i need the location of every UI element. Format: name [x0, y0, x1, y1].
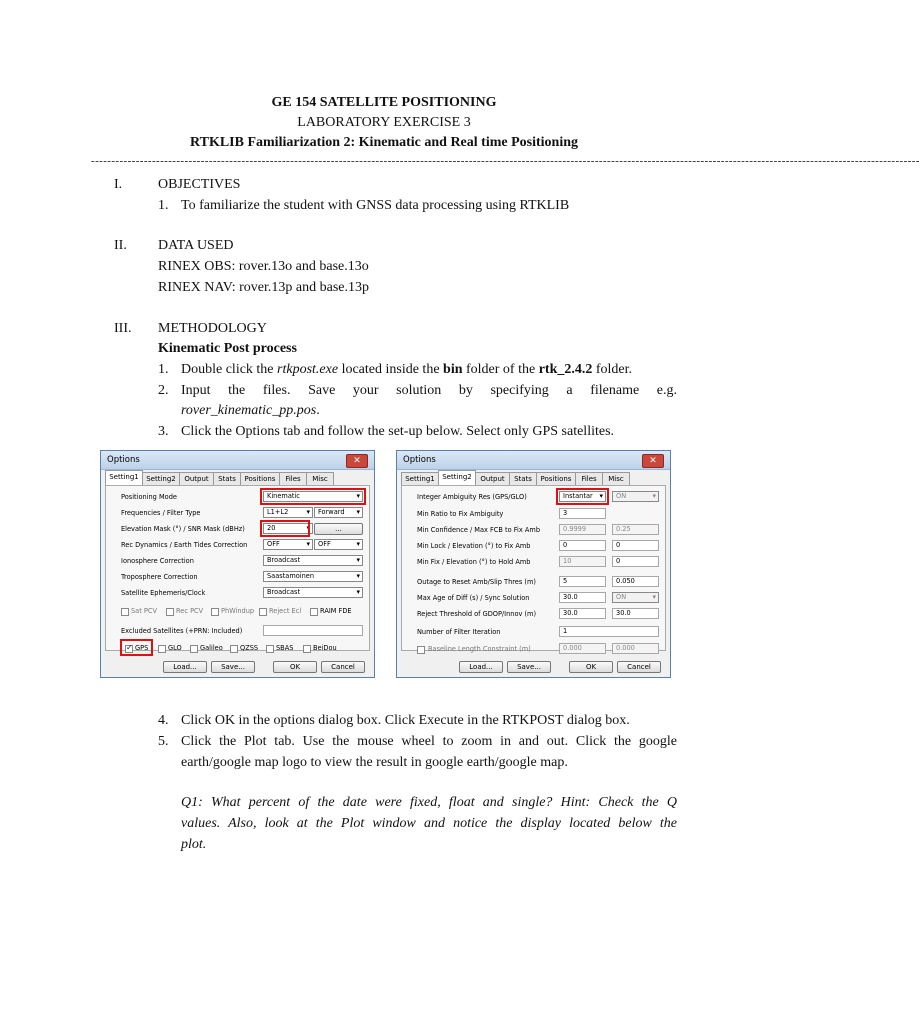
step-4: Click OK in the options dialog box. Click Execute in the RTKPOST dialog box.	[181, 713, 630, 728]
excluded-label: Excluded Satellites (+PRN: Included)	[121, 627, 243, 635]
subheading: Kinematic Post process	[158, 341, 297, 356]
cancel-button[interactable]: Cancel	[617, 661, 661, 673]
checkbox-label: Sat PCV	[131, 607, 157, 615]
min-fix-input[interactable]: 10	[559, 556, 606, 567]
row-label: Number of Filter Iteration	[417, 628, 501, 636]
reject-ecl-checkbox[interactable]	[259, 608, 267, 616]
settings-panel	[401, 485, 666, 651]
elevation-mask-select[interactable]: 20 ▾	[263, 523, 313, 534]
system-label: GPS	[135, 644, 149, 652]
positioning-mode-select[interactable]: Kinematic ▾	[263, 491, 363, 502]
checkbox-label: Rec PCV	[176, 607, 204, 615]
step-2-period: .	[316, 403, 320, 418]
filter-type-select[interactable]: Forward ▾	[314, 507, 363, 518]
row-label: Min Ratio to Fix Ambiguity	[417, 510, 504, 518]
settings-panel	[105, 485, 370, 651]
baseline-sigma-input[interactable]: 0.000	[612, 643, 659, 654]
hold-elevation-input[interactable]: 0	[612, 556, 659, 567]
tab-stats[interactable]: Stats	[213, 472, 241, 485]
ok-button[interactable]: OK	[569, 661, 613, 673]
section-number: II.	[114, 238, 127, 253]
rinex-nav: RINEX NAV: rover.13p and base.13p	[158, 280, 370, 295]
ok-button[interactable]: OK	[273, 661, 317, 673]
tab-positions[interactable]: Positions	[536, 472, 576, 485]
row-label: Elevation Mask (°) / SNR Mask (dBHz)	[121, 525, 245, 533]
checkbox-label: RAIM FDE	[320, 607, 352, 615]
question-line: values. Also, look at the Plot window and notice the display located below the	[181, 816, 677, 831]
tab-files[interactable]: Files	[575, 472, 603, 485]
dialog-title-bar	[397, 451, 670, 470]
item-number: 1.	[158, 198, 169, 213]
load-button[interactable]: Load...	[459, 661, 503, 673]
step-1-text: folder.	[592, 362, 633, 377]
highlight-box	[260, 520, 310, 537]
rec-dynamics-select[interactable]: OFF ▾	[263, 539, 313, 550]
tab-setting2[interactable]: Setting2	[438, 470, 476, 486]
tab-misc[interactable]: Misc	[306, 472, 334, 485]
tab-setting1[interactable]: Setting1	[401, 472, 439, 485]
row-label: Reject Threshold of GDOP/Innov (m)	[417, 610, 537, 618]
tab-positions[interactable]: Positions	[240, 472, 280, 485]
exercise-title: LABORATORY EXERCISE 3	[297, 115, 471, 130]
options-dialog-setting1	[100, 450, 375, 678]
raim-fde-checkbox[interactable]	[310, 608, 318, 616]
system-label: Galileo	[200, 644, 223, 652]
phwindup-checkbox[interactable]	[211, 608, 219, 616]
save-button[interactable]: Save...	[211, 661, 255, 673]
max-age-diff-input[interactable]: 30.0	[559, 592, 606, 603]
section-number: I.	[114, 177, 123, 192]
objective-item: To familiarize the student with GNSS data processing using RTKLIB	[181, 198, 570, 213]
question-line: Q1: What percent of the date were fixed, float and single? Hint: Check the Q	[181, 795, 677, 810]
item-number: 3.	[158, 424, 169, 439]
sync-solution-select[interactable]: ON ▾	[612, 592, 659, 603]
system-label: SBAS	[276, 644, 294, 652]
options-dialog-setting2	[396, 450, 671, 678]
row-label: Min Fix / Elevation (°) to Hold Amb	[417, 558, 531, 566]
cancel-button[interactable]: Cancel	[321, 661, 365, 673]
tab-files[interactable]: Files	[279, 472, 307, 485]
dialog-title: Options	[403, 455, 436, 465]
snr-mask-button[interactable]: ...	[314, 523, 363, 535]
section-title: DATA USED	[158, 238, 234, 253]
step-1-text: folder of the	[462, 362, 539, 377]
outage-reset-input[interactable]: 5	[559, 576, 606, 587]
tab-setting2[interactable]: Setting2	[142, 472, 180, 485]
section-number: III.	[114, 321, 132, 336]
ionosphere-select[interactable]: Broadcast ▾	[263, 555, 363, 566]
step-3: Click the Options tab and follow the set-up below. Select only GPS satellites.	[181, 424, 615, 439]
troposphere-select[interactable]: Saastamoinen ▾	[263, 571, 363, 582]
item-number: 1.	[158, 362, 169, 377]
system-label: QZSS	[240, 644, 259, 652]
course-title: GE 154 SATELLITE POSITIONING	[271, 95, 497, 110]
min-confidence-input[interactable]: 0.9999	[559, 524, 606, 535]
qzss-checkbox[interactable]	[230, 645, 238, 653]
step-2-line: Input the files. Save your solution by specifying a filename e.g.	[181, 383, 677, 398]
item-number: 4.	[158, 713, 169, 728]
row-label: Ionosphere Correction	[121, 557, 194, 565]
dialog-title-bar	[101, 451, 374, 470]
reject-innov-input[interactable]: 30.0	[612, 608, 659, 619]
checkbox-label: Reject Ecl	[269, 607, 302, 615]
ephemeris-select[interactable]: Broadcast ▾	[263, 587, 363, 598]
close-icon[interactable]: ✕	[346, 454, 368, 468]
item-number: 5.	[158, 734, 169, 749]
baseline-constraint-checkbox[interactable]	[417, 646, 425, 654]
section-title: METHODOLOGY	[158, 321, 267, 336]
row-label: Outage to Reset Amb/Slip Thres (m)	[417, 578, 536, 586]
min-lock-input[interactable]: 0	[559, 540, 606, 551]
step-1	[181, 361, 632, 379]
system-label: BeiDou	[313, 644, 337, 652]
step-5-line: earth/google map logo to view the result in google earth/google map.	[181, 755, 568, 770]
step-5-line: Click the Plot tab. Use the mouse wheel to zoom in and out. Click the google	[181, 734, 677, 749]
step-1-text: located inside the	[338, 362, 444, 377]
filter-iteration-input[interactable]: 1	[559, 626, 659, 637]
row-label: Frequencies / Filter Type	[121, 509, 201, 517]
dialog-title: Options	[107, 455, 140, 465]
sbas-checkbox[interactable]	[266, 645, 274, 653]
tab-setting1[interactable]: Setting1	[105, 470, 143, 486]
tab-stats[interactable]: Stats	[509, 472, 537, 485]
frequency-select[interactable]: L1+L2 ▾	[263, 507, 313, 518]
save-button[interactable]: Save...	[507, 661, 551, 673]
excluded-satellites-input[interactable]	[263, 625, 363, 636]
output-filename: rover_kinematic_pp.pos	[181, 403, 317, 418]
row-label: Min Confidence / Max FCB to Fix Amb	[417, 526, 541, 534]
reject-gdop-input[interactable]: 30.0	[559, 608, 606, 619]
folder-name: rtk_2.4.2	[538, 362, 593, 377]
max-fcb-input[interactable]: 0.25	[612, 524, 659, 535]
glo-ambiguity-select[interactable]: ON ▾	[612, 491, 659, 502]
highlight-box	[260, 488, 366, 505]
beidou-checkbox[interactable]	[303, 645, 311, 653]
tab-output[interactable]: Output	[179, 472, 214, 485]
load-button[interactable]: Load...	[163, 661, 207, 673]
step-1-text: Double click the	[181, 362, 278, 377]
checkbox-label: PhWindup	[221, 607, 255, 615]
row-label: Min Lock / Elevation (°) to Fix Amb	[417, 542, 531, 550]
galileo-checkbox[interactable]	[190, 645, 198, 653]
slip-threshold-input[interactable]: 0.050	[612, 576, 659, 587]
highlight-box	[556, 488, 609, 505]
row-label: Max Age of Diff (s) / Sync Solution	[417, 594, 530, 602]
rec-pcv-checkbox[interactable]	[166, 608, 174, 616]
close-icon[interactable]: ✕	[642, 454, 664, 468]
row-label: Baseline Length Constraint (m)	[428, 645, 531, 653]
min-ratio-input[interactable]: 3	[559, 508, 606, 519]
exe-name: rtkpost.exe	[277, 362, 339, 377]
folder-name: bin	[443, 362, 463, 377]
sat-pcv-checkbox[interactable]	[121, 608, 129, 616]
row-label: Rec Dynamics / Earth Tides Correction	[121, 541, 248, 549]
dashed-divider: ------------------------------------------------------------------------------------------------------------------------------------------------------------------------------------------------------------	[91, 155, 920, 167]
row-label: Satellite Ephemeris/Clock	[121, 589, 206, 597]
rinex-obs: RINEX OBS: rover.13o and base.13o	[158, 259, 369, 274]
subtitle: RTKLIB Familiarization 2: Kinematic and Real time Positioning	[190, 135, 578, 150]
earth-tides-select[interactable]: OFF ▾	[314, 539, 363, 550]
ambiguity-res-select[interactable]: Instantar ▾	[559, 491, 606, 502]
row-label: Troposphere Correction	[121, 573, 198, 581]
lock-elevation-input[interactable]: 0	[612, 540, 659, 551]
question-line: plot.	[181, 837, 207, 852]
tab-output[interactable]: Output	[475, 472, 510, 485]
row-label: Positioning Mode	[121, 493, 177, 501]
glo-checkbox[interactable]	[158, 645, 166, 653]
system-label: GLO	[168, 644, 182, 652]
step-2-line	[181, 402, 320, 420]
row-label: Integer Ambiguity Res (GPS/GLO)	[417, 493, 527, 501]
baseline-length-input[interactable]: 0.000	[559, 643, 606, 654]
section-title: OBJECTIVES	[158, 177, 241, 192]
highlight-box	[120, 639, 153, 656]
tab-misc[interactable]: Misc	[602, 472, 630, 485]
item-number: 2.	[158, 383, 169, 398]
